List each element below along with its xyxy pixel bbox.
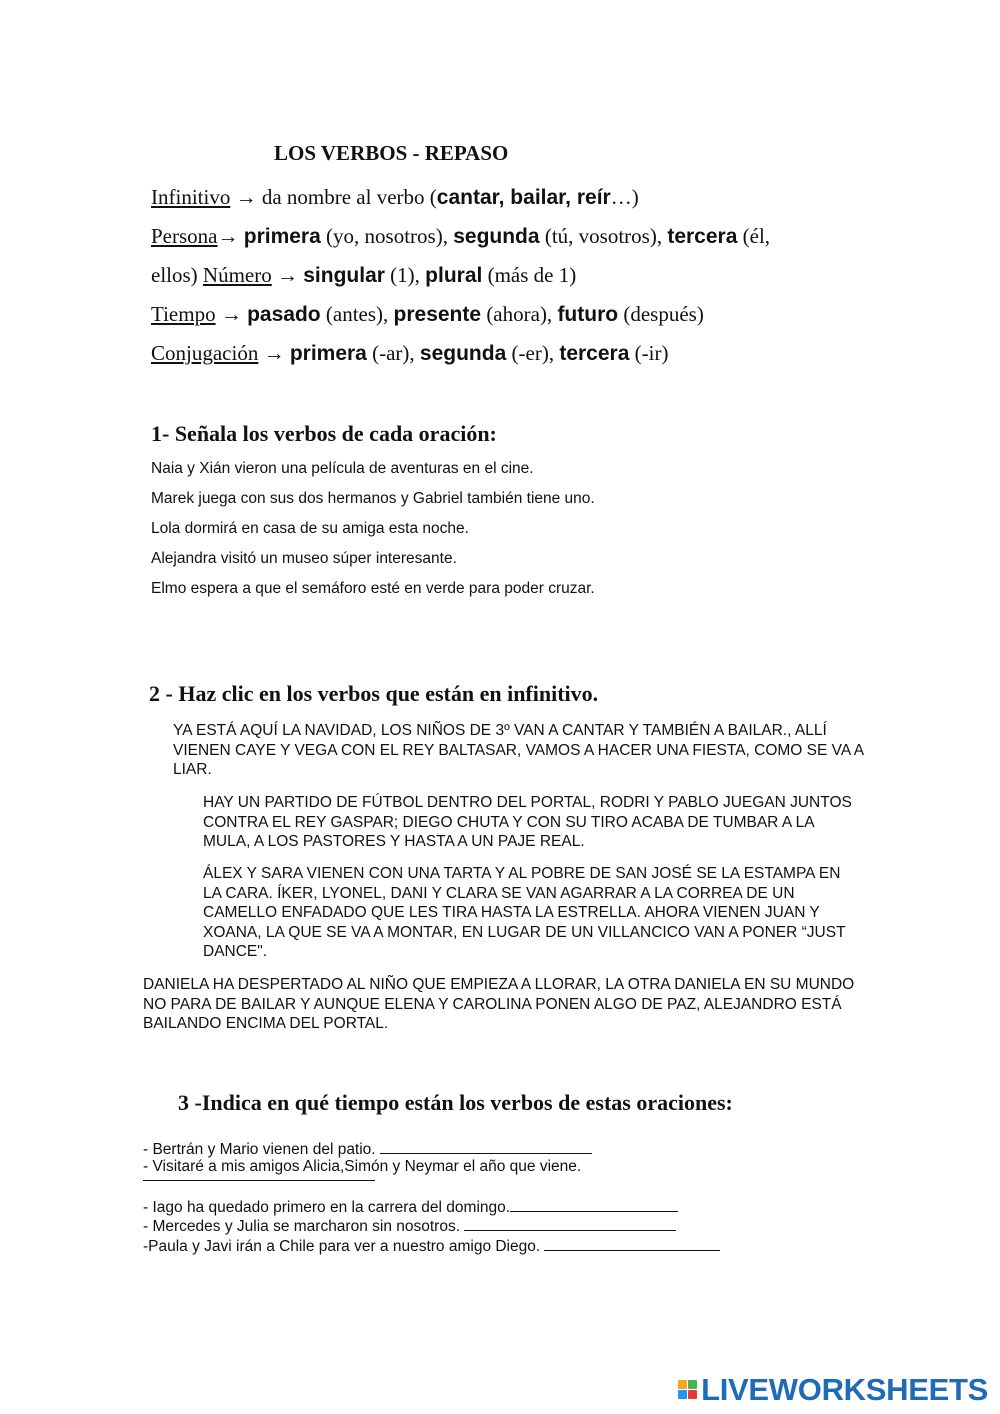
review-text: → <box>258 341 290 365</box>
review-text: (más de 1) <box>482 263 577 287</box>
review-text: (1), <box>384 263 426 287</box>
answer-blank[interactable] <box>380 1139 592 1154</box>
ex2-paragraph-text[interactable]: DANIELA HA DESPERTADO AL NIÑO QUE EMPIEZA A LLORAR, LA OTRA DANIELA EN SU MUNDO NO PARA DE BAILAR Y AUNQUE ELENA Y CAROLINA PONEN ALGO DE PAZ, ALEJANDRO ESTÁ BAILANDO ENCIMA DEL PORTAL. <box>143 976 855 1033</box>
review-text: ellos) <box>151 263 203 287</box>
liveworksheets-logo <box>678 1374 988 1405</box>
liveworksheets-logo-icon <box>678 1380 697 1399</box>
ex1-sentence[interactable]: Elmo espera a que el semáforo esté en verde para poder cruzar. <box>151 580 595 597</box>
term-numero: Número <box>202 263 272 287</box>
review-bold: cantar, bailar, reír <box>436 186 611 209</box>
term-tiempo: Tiempo <box>151 302 216 326</box>
review-text: (ahora), <box>481 302 558 326</box>
ex2-paragraph-text[interactable]: HAY UN PARTIDO DE FÚTBOL DENTRO DEL PORTAL, RODRI Y PABLO JUEGAN JUNTOS CONTRA EL REY GASPAR; DIEGO CHUTA Y CON SU TIRO ACABA DE TUMBAR A LA MULA, A LOS PASTORES Y HASTA A UN PAJE REAL. <box>203 794 852 851</box>
review-bold: primera <box>243 225 321 248</box>
ex3-sentence-text: - Bertrán y Mario vienen del patio. <box>143 1141 380 1158</box>
review-bold: primera <box>289 342 367 365</box>
review-text: …) <box>610 185 639 209</box>
review-bold: presente <box>393 303 482 326</box>
review-bold: futuro <box>557 303 619 326</box>
review-bold: tercera <box>667 225 738 248</box>
review-bold: plural <box>425 264 483 287</box>
ex1-sentence[interactable]: Lola dormirá en casa de su amiga esta noche. <box>151 520 469 537</box>
review-conjugacion <box>151 341 668 366</box>
ex3-sentence-text: - Iago ha quedado primero en la carrera del domingo. <box>143 1199 511 1216</box>
review-text: (yo, nosotros), <box>320 224 454 248</box>
page-title: LOS VERBOS - REPASO <box>274 141 509 165</box>
ex3-sentence <box>143 1236 720 1256</box>
review-bold: pasado <box>247 303 321 326</box>
review-text: (antes), <box>320 302 394 326</box>
review-text: (-ar), <box>366 341 420 365</box>
ex1-sentence[interactable]: Alejandra visitó un museo súper interesante. <box>151 550 457 567</box>
ex3-sentence <box>143 1139 592 1159</box>
ex2-paragraph-text[interactable]: YA ESTÁ AQUÍ LA NAVIDAD, LOS NIÑOS DE 3º VAN A CANTAR Y TAMBIÉN A BAILAR., ALLÍ VIENEN CAYE Y VEGA CON EL REY BALTASAR, VAMOS A HACER UNA FIESTA, COMO SE VA A LIAR. <box>173 722 864 779</box>
review-text: (-er), <box>506 341 560 365</box>
ex3-sentence-text: -Paula y Javi irán a Chile para ver a nuestro amigo Diego. <box>143 1238 545 1255</box>
review-bold: tercera <box>559 342 630 365</box>
ex2-paragraph[interactable] <box>203 793 863 852</box>
ex2-paragraph-text[interactable]: ÁLEX Y SARA VIENEN CON UNA TARTA Y AL POBRE DE SAN JOSÉ SE LA ESTAMPA EN LA CARA. ÍKER, LYONEL, DANI Y CLARA SE VAN AGARRAR A LA CORREA DE UN CAMELLO ENFADADO QUE LES TIRA HASTA LA ESTRELLA. AHORA VIENEN JUAN Y XOANA, LA QUE SE VA A MONTAR, EN LUGAR DE UN VILLANCICO VAN A PONER “JUST DANCE". <box>203 865 846 961</box>
ex2-heading: 2 - Haz clic en los verbos que están en infinitivo. <box>149 681 599 706</box>
term-conjugacion: Conjugación <box>151 341 259 365</box>
answer-blank[interactable] <box>464 1216 676 1231</box>
ex1-sentence[interactable]: Marek juega con sus dos hermanos y Gabriel también tiene uno. <box>151 490 595 507</box>
ex3-sentence <box>143 1216 676 1236</box>
ex2-paragraph[interactable] <box>173 721 873 780</box>
review-numero <box>151 263 576 288</box>
ex1-sentence[interactable]: Naia y Xián vieron una película de aventuras en el cine. <box>151 460 534 477</box>
ex2-paragraph[interactable] <box>143 975 873 1034</box>
term-persona: Persona <box>151 224 218 248</box>
review-text: (-ir) <box>629 341 669 365</box>
review-text: → <box>215 302 248 326</box>
review-text: → <box>217 224 244 248</box>
ex3-sentence: - Visitaré a mis amigos Alicia,Simón y Neymar el año que viene. <box>143 1158 582 1175</box>
review-infinitivo <box>151 185 639 210</box>
ex3-heading: 3 -Indica en qué tiempo están los verbos de estas oraciones: <box>178 1090 733 1115</box>
review-text: → <box>271 263 304 287</box>
review-bold: singular <box>303 264 385 287</box>
ex2-paragraph[interactable] <box>203 864 853 962</box>
answer-blank[interactable] <box>143 1180 375 1181</box>
answer-blank[interactable] <box>510 1197 678 1212</box>
logo-square <box>678 1380 687 1389</box>
review-text: (después) <box>618 302 704 326</box>
ex3-sentence-text: - Mercedes y Julia se marcharon sin nosotros. <box>143 1218 465 1235</box>
term-infinitivo: Infinitivo <box>151 185 231 209</box>
review-bold: segunda <box>419 342 507 365</box>
ex3-sentence <box>143 1197 678 1217</box>
review-text: (tú, vosotros), <box>539 224 668 248</box>
review-text: (él, <box>737 224 771 248</box>
logo-square <box>688 1380 697 1389</box>
answer-blank[interactable] <box>544 1236 720 1251</box>
review-tiempo <box>151 302 704 327</box>
ex1-heading: 1- Señala los verbos de cada oración: <box>151 421 497 446</box>
logo-square <box>688 1390 697 1399</box>
review-persona <box>151 224 770 249</box>
review-bold: segunda <box>453 225 540 248</box>
logo-square <box>678 1390 687 1399</box>
liveworksheets-logo-text: LIVEWORKSHEETS <box>701 1372 988 1407</box>
review-text: → da nombre al verbo ( <box>230 185 437 209</box>
